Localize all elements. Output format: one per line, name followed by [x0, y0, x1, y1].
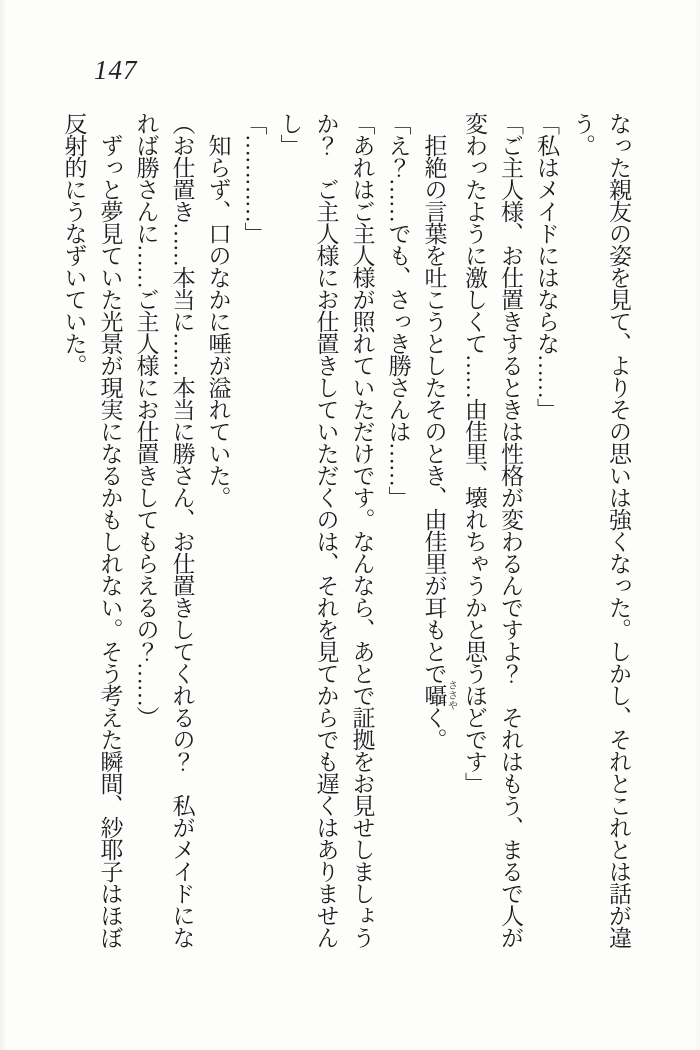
- text-line: 反射的にうなずいていた。: [61, 112, 87, 376]
- text-line: 「ご主人様、お仕置きするときは性格が変わるんですよ？ それはもう、まるで人が: [498, 112, 523, 948]
- text-line: なった親友の姿を見て、よりその思いは強くなった。しかし、それとこれとは話が違: [606, 112, 631, 948]
- text-line: か？ ご主人様にお仕置きしていただくのは、それを見てからでも遅くはありません: [313, 112, 339, 948]
- text-line: 知らず、口のなかに唾が溢れていた。: [205, 112, 231, 508]
- text-line: う。: [570, 112, 595, 156]
- text-line: 「…………」: [241, 112, 267, 244]
- text-block: [56, 112, 637, 992]
- page-number: 147: [94, 55, 138, 85]
- text-line: 拒絶の言葉を吐こうとしたそのとき、由佳里が耳もとで囁 ささやく。: [421, 112, 457, 750]
- text-line: 「私はメイドにはならな……」: [534, 112, 559, 420]
- text-line: 変わったように激しくて……由佳里、壊れちゃうかと思うほどです」: [462, 112, 487, 794]
- text-line: れば勝さんに……ご主人様にお仕置きしてもらえるの？……）: [133, 112, 159, 728]
- text-line: 「あれはご主人様が照れていただけです。なんなら、あとで証拠をお見せしましょう: [349, 112, 375, 948]
- text-line: 「え？……でも、さっき勝さんは……」: [385, 112, 411, 508]
- text-line: し」: [277, 112, 303, 156]
- text-line: ずっと夢見ていた光景が現実になるかもしれない。そう考えた瞬間、紗耶子はほぼ: [97, 112, 123, 948]
- furigana-ruby: 囁 ささや: [421, 680, 457, 710]
- text-line: （お仕置き……本当に……本当に勝さん、お仕置きしてくれるの？ 私がメイドにな: [169, 112, 195, 948]
- furigana-text: ささや: [445, 680, 457, 710]
